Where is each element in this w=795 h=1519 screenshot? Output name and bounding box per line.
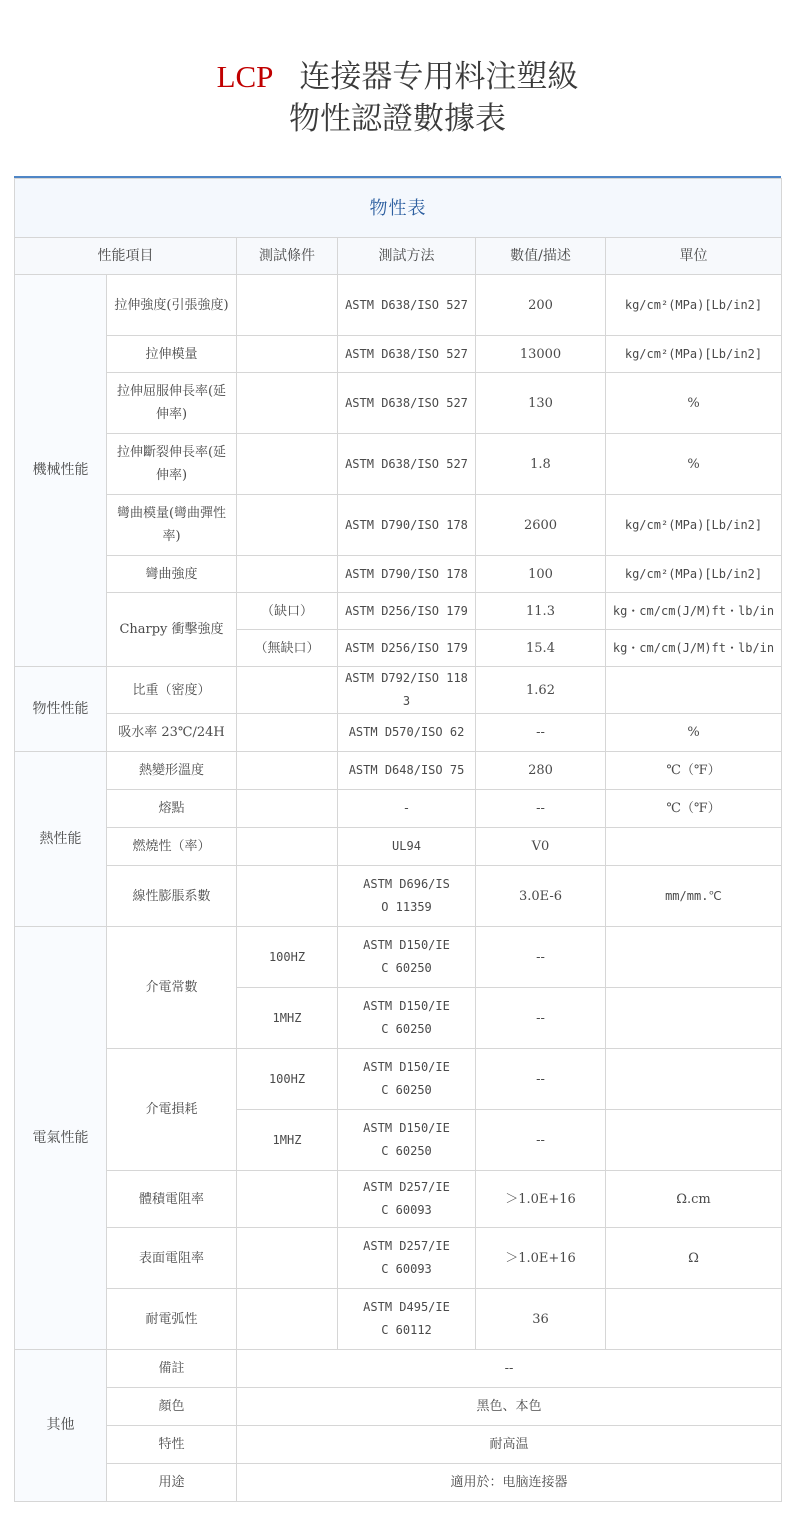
value-cell: ＞1.0E+16 <box>476 1171 606 1228</box>
table-row <box>15 752 782 790</box>
value-cell: 130 <box>476 373 606 434</box>
value-cell: 1.8 <box>476 434 606 495</box>
table-row <box>15 593 782 630</box>
method-cell: ASTM D790/ISO 178 <box>338 495 476 556</box>
header-method: 測試方法 <box>338 238 476 275</box>
group-thermal: 熱性能 <box>15 752 107 927</box>
condition-cell <box>237 1289 338 1350</box>
method-cell: ASTM D638/ISO 527 <box>338 373 476 434</box>
method-cell: ASTM D638/ISO 527 <box>338 275 476 336</box>
group-electrical: 電氣性能 <box>15 927 107 1350</box>
condition-cell: （缺口） <box>237 593 338 630</box>
value-cell: -- <box>476 790 606 828</box>
unit-cell: ℃（℉） <box>606 752 782 790</box>
condition-cell: （無缺口） <box>237 630 338 667</box>
method-cell: ASTM D150/IEC 60250 <box>338 927 476 988</box>
method-cell: UL94 <box>338 828 476 866</box>
unit-cell <box>606 667 782 714</box>
table-row <box>15 1350 782 1388</box>
item-cell: 體積電阻率 <box>107 1171 237 1228</box>
unit-cell: Ω.cm <box>606 1171 782 1228</box>
item-cell: 顏色 <box>107 1388 237 1426</box>
method-cell: ASTM D696/ISO 11359 <box>338 866 476 927</box>
unit-cell: kg・cm/cm(J/M)ft・lb/in <box>606 593 782 630</box>
item-cell: 拉伸斷裂伸長率(延伸率) <box>107 434 237 495</box>
condition-cell <box>237 790 338 828</box>
value-cell: 黑色、本色 <box>237 1388 782 1426</box>
value-cell: 13000 <box>476 336 606 373</box>
value-cell: 2600 <box>476 495 606 556</box>
condition-cell <box>237 752 338 790</box>
title-line-1 <box>0 54 795 100</box>
method-cell: ASTM D257/IEC 60093 <box>338 1228 476 1289</box>
condition-cell <box>237 667 338 714</box>
method-cell: ASTM D256/ISO 179 <box>338 593 476 630</box>
unit-cell: kg/cm²(MPa)[Lb/in2] <box>606 495 782 556</box>
table-row <box>15 1171 782 1228</box>
condition-cell: 100HZ <box>237 927 338 988</box>
properties-table-container <box>14 176 781 1502</box>
unit-cell: kg/cm²(MPa)[Lb/in2] <box>606 275 782 336</box>
method-cell: ASTM D495/IEC 60112 <box>338 1289 476 1350</box>
table-row <box>15 927 782 988</box>
unit-cell: % <box>606 714 782 752</box>
unit-cell: mm/mm.℃ <box>606 866 782 927</box>
value-cell: 15.4 <box>476 630 606 667</box>
unit-cell <box>606 927 782 988</box>
item-cell: 用途 <box>107 1464 237 1502</box>
value-cell: 11.3 <box>476 593 606 630</box>
table-row <box>15 667 782 714</box>
group-other: 其他 <box>15 1350 107 1502</box>
unit-cell: % <box>606 373 782 434</box>
value-cell: 36 <box>476 1289 606 1350</box>
table-row <box>15 1289 782 1350</box>
item-cell: 燃燒性（率） <box>107 828 237 866</box>
table-title-row <box>15 179 782 238</box>
value-cell: 100 <box>476 556 606 593</box>
value-cell: 適用於：电脑连接器 <box>237 1464 782 1502</box>
item-cell: 介電常數 <box>107 927 237 1049</box>
table-row <box>15 275 782 336</box>
value-cell: ＞1.0E+16 <box>476 1228 606 1289</box>
condition-cell <box>237 866 338 927</box>
page-title <box>0 54 795 142</box>
item-cell: 拉伸模量 <box>107 336 237 373</box>
item-cell: 介電損耗 <box>107 1049 237 1171</box>
condition-cell: 1MHZ <box>237 1110 338 1171</box>
item-cell: 拉伸強度(引張強度) <box>107 275 237 336</box>
item-cell: 熔點 <box>107 790 237 828</box>
value-cell: -- <box>237 1350 782 1388</box>
value-cell: 280 <box>476 752 606 790</box>
condition-cell: 100HZ <box>237 1049 338 1110</box>
condition-cell <box>237 1228 338 1289</box>
table-header-row <box>15 238 782 275</box>
header-item: 性能項目 <box>15 238 237 275</box>
unit-cell <box>606 1110 782 1171</box>
unit-cell: ℃（℉） <box>606 790 782 828</box>
item-cell: 備註 <box>107 1350 237 1388</box>
properties-table <box>14 178 782 1502</box>
value-cell: -- <box>476 988 606 1049</box>
value-cell: -- <box>476 1110 606 1171</box>
item-cell: 拉伸屈服伸長率(延伸率) <box>107 373 237 434</box>
condition-cell <box>237 828 338 866</box>
header-unit: 單位 <box>606 238 782 275</box>
value-cell: V0 <box>476 828 606 866</box>
condition-cell: 1MHZ <box>237 988 338 1049</box>
value-cell: 200 <box>476 275 606 336</box>
method-cell: ASTM D256/ISO 179 <box>338 630 476 667</box>
condition-cell <box>237 373 338 434</box>
table-row <box>15 434 782 495</box>
item-cell: 線性膨脹系數 <box>107 866 237 927</box>
value-cell: -- <box>476 714 606 752</box>
table-row <box>15 1388 782 1426</box>
table-row <box>15 714 782 752</box>
title-product: 连接器专用料注塑級 <box>299 59 579 95</box>
condition-cell <box>237 714 338 752</box>
title-brand: LCP <box>216 59 274 94</box>
table-row <box>15 1426 782 1464</box>
method-cell: ASTM D638/ISO 527 <box>338 336 476 373</box>
method-cell: ASTM D150/IEC 60250 <box>338 1049 476 1110</box>
unit-cell <box>606 1289 782 1350</box>
method-cell: ASTM D257/IEC 60093 <box>338 1171 476 1228</box>
group-physical: 物性性能 <box>15 667 107 752</box>
item-cell: 耐電弧性 <box>107 1289 237 1350</box>
unit-cell <box>606 828 782 866</box>
item-cell: 表面電阻率 <box>107 1228 237 1289</box>
condition-cell <box>237 556 338 593</box>
item-cell: 熱變形溫度 <box>107 752 237 790</box>
item-cell: 比重（密度） <box>107 667 237 714</box>
item-cell: 彎曲強度 <box>107 556 237 593</box>
table-row <box>15 790 782 828</box>
condition-cell <box>237 1171 338 1228</box>
value-cell: -- <box>476 1049 606 1110</box>
method-cell: - <box>338 790 476 828</box>
unit-cell: % <box>606 434 782 495</box>
condition-cell <box>237 434 338 495</box>
condition-cell <box>237 275 338 336</box>
method-cell: ASTM D790/ISO 178 <box>338 556 476 593</box>
value-cell: 3.0E-6 <box>476 866 606 927</box>
value-cell: 1.62 <box>476 667 606 714</box>
unit-cell <box>606 1049 782 1110</box>
condition-cell <box>237 495 338 556</box>
table-row <box>15 495 782 556</box>
table-row <box>15 866 782 927</box>
condition-cell <box>237 336 338 373</box>
unit-cell: kg/cm²(MPa)[Lb/in2] <box>606 336 782 373</box>
table-row <box>15 1228 782 1289</box>
item-cell: 彎曲模量(彎曲彈性率) <box>107 495 237 556</box>
table-row <box>15 1049 782 1110</box>
group-mechanical: 機械性能 <box>15 275 107 667</box>
value-cell: -- <box>476 927 606 988</box>
method-cell: ASTM D570/ISO 62 <box>338 714 476 752</box>
method-cell: ASTM D638/ISO 527 <box>338 434 476 495</box>
unit-cell: kg/cm²(MPa)[Lb/in2] <box>606 556 782 593</box>
table-row <box>15 336 782 373</box>
value-cell: 耐高温 <box>237 1426 782 1464</box>
table-row <box>15 1464 782 1502</box>
header-value: 數值/描述 <box>476 238 606 275</box>
method-cell: ASTM D150/IEC 60250 <box>338 1110 476 1171</box>
unit-cell: kg・cm/cm(J/M)ft・lb/in <box>606 630 782 667</box>
item-cell: 吸水率 23℃/24H <box>107 714 237 752</box>
table-row <box>15 828 782 866</box>
title-line-2: 物性認證數據表 <box>289 101 506 137</box>
method-cell: ASTM D792/ISO 1183 <box>338 667 476 714</box>
unit-cell: Ω <box>606 1228 782 1289</box>
table-row <box>15 556 782 593</box>
header-condition: 測試條件 <box>237 238 338 275</box>
method-cell: ASTM D150/IEC 60250 <box>338 988 476 1049</box>
table-title: 物性表 <box>15 179 782 238</box>
item-cell: 特性 <box>107 1426 237 1464</box>
unit-cell <box>606 988 782 1049</box>
item-cell: Charpy 衝擊強度 <box>107 593 237 667</box>
method-cell: ASTM D648/ISO 75 <box>338 752 476 790</box>
table-row <box>15 373 782 434</box>
